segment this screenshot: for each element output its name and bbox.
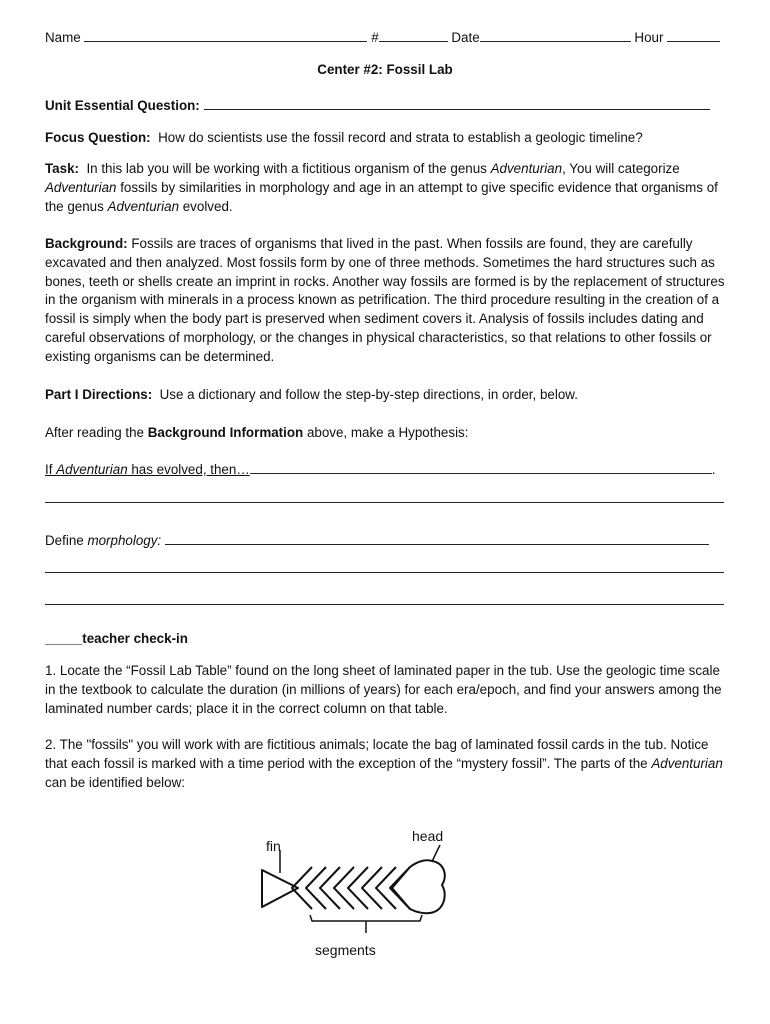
hour-label: Hour xyxy=(634,30,664,45)
checkin-blank[interactable]: _____ xyxy=(45,631,83,646)
hypothesis-field-line-2[interactable] xyxy=(45,502,724,503)
morphology-field-line-2[interactable] xyxy=(45,572,724,573)
focus-text: How do scientists use the fossil record and strata to establish a geologic timeline? xyxy=(158,130,643,145)
segment-3 xyxy=(320,867,340,909)
page-title: Center #2: Fossil Lab xyxy=(317,62,453,77)
background-label: Background: xyxy=(45,236,128,251)
step-2: 2. The "fossils" you will work with are fictitious animals; locate the bag of laminated fossil cards in the tub. Notice that each fossil is marked with a time period with the exception of the “mystery fossil”. The parts of the Adventurian can be identified below: xyxy=(45,737,723,790)
focus-question xyxy=(45,128,725,147)
background-text: Fossils are traces of organisms that lived in the past. When fossils are found, they are carefully excavated and then analyzed. Most fossils form by one of three methods. Sometimes the hard structures such as bones, teeth or shells create an imprint in rocks. Another way fossils are formed is by the replacement of structures in the organism with minerals in a process known as petrification. The third procedure resulting in the creation of a fossil is simply when the body part is preserved when sediment covers it. Analysis of fossils includes dating and careful observations of morphology, or the changes in physical characteristics, so that relations to other fossils or existing organisms can be determined. xyxy=(45,236,725,364)
label-segments: segments xyxy=(315,942,376,958)
background-paragraph xyxy=(45,235,727,367)
segment-6 xyxy=(362,867,382,909)
segment-4 xyxy=(334,867,354,909)
date-field[interactable] xyxy=(480,29,631,42)
define-morphology: Define morphology: xyxy=(45,531,725,550)
hypothesis-line: If Adventurian has evolved, then… . xyxy=(45,462,716,477)
teacher-checkin xyxy=(45,629,725,648)
part1-text: Use a dictionary and follow the step-by-step directions, in order, below. xyxy=(159,387,578,402)
name-field[interactable] xyxy=(84,29,367,42)
hour-field[interactable] xyxy=(667,29,720,42)
number-label: # xyxy=(371,30,379,45)
segment-2 xyxy=(306,867,326,909)
unit-question-field[interactable] xyxy=(204,97,710,110)
hypothesis-field[interactable] xyxy=(250,461,712,474)
adventurian-diagram xyxy=(240,815,480,965)
name-label: Name xyxy=(45,30,81,45)
segments-bracket xyxy=(310,915,422,933)
hypothesis-intro: After reading the Background Information above, make a Hypothesis: xyxy=(45,425,469,440)
label-head: head xyxy=(412,828,444,844)
task-label: Task: xyxy=(45,161,79,176)
focus-label: Focus Question: xyxy=(45,130,151,145)
morphology-field[interactable] xyxy=(165,532,709,545)
label-fin: fin xyxy=(266,838,281,854)
part1-directions xyxy=(45,385,725,404)
head-pointer xyxy=(432,845,440,862)
unit-question-label: Unit Essential Question: xyxy=(45,98,200,113)
step-1: 1. Locate the “Fossil Lab Table” found on the long sheet of laminated paper in the tub. Use the geologic time scale in the textbook to calculate the duration (in millions of years) for each era/epoch, and find your answers among the laminated number cards; place it in the correct column on that table. xyxy=(45,663,722,716)
date-label: Date xyxy=(451,30,480,45)
segment-1 xyxy=(292,867,312,909)
head-shape xyxy=(392,860,445,913)
morphology-field-line-3[interactable] xyxy=(45,604,724,605)
segment-5 xyxy=(348,867,368,909)
task-paragraph: Task: In this lab you will be working with a fictitious organism of the genus Adventurian, You will categorize Adventurian fossils by similarities in morphology and age in an attempt to give specific evidence that organisms of the genus Adventurian evolved. xyxy=(45,161,718,214)
header-line xyxy=(45,28,725,47)
checkin-label: teacher check-in xyxy=(82,631,188,646)
part1-label: Part I Directions: xyxy=(45,387,153,402)
number-field[interactable] xyxy=(379,29,448,42)
unit-question xyxy=(45,96,725,115)
